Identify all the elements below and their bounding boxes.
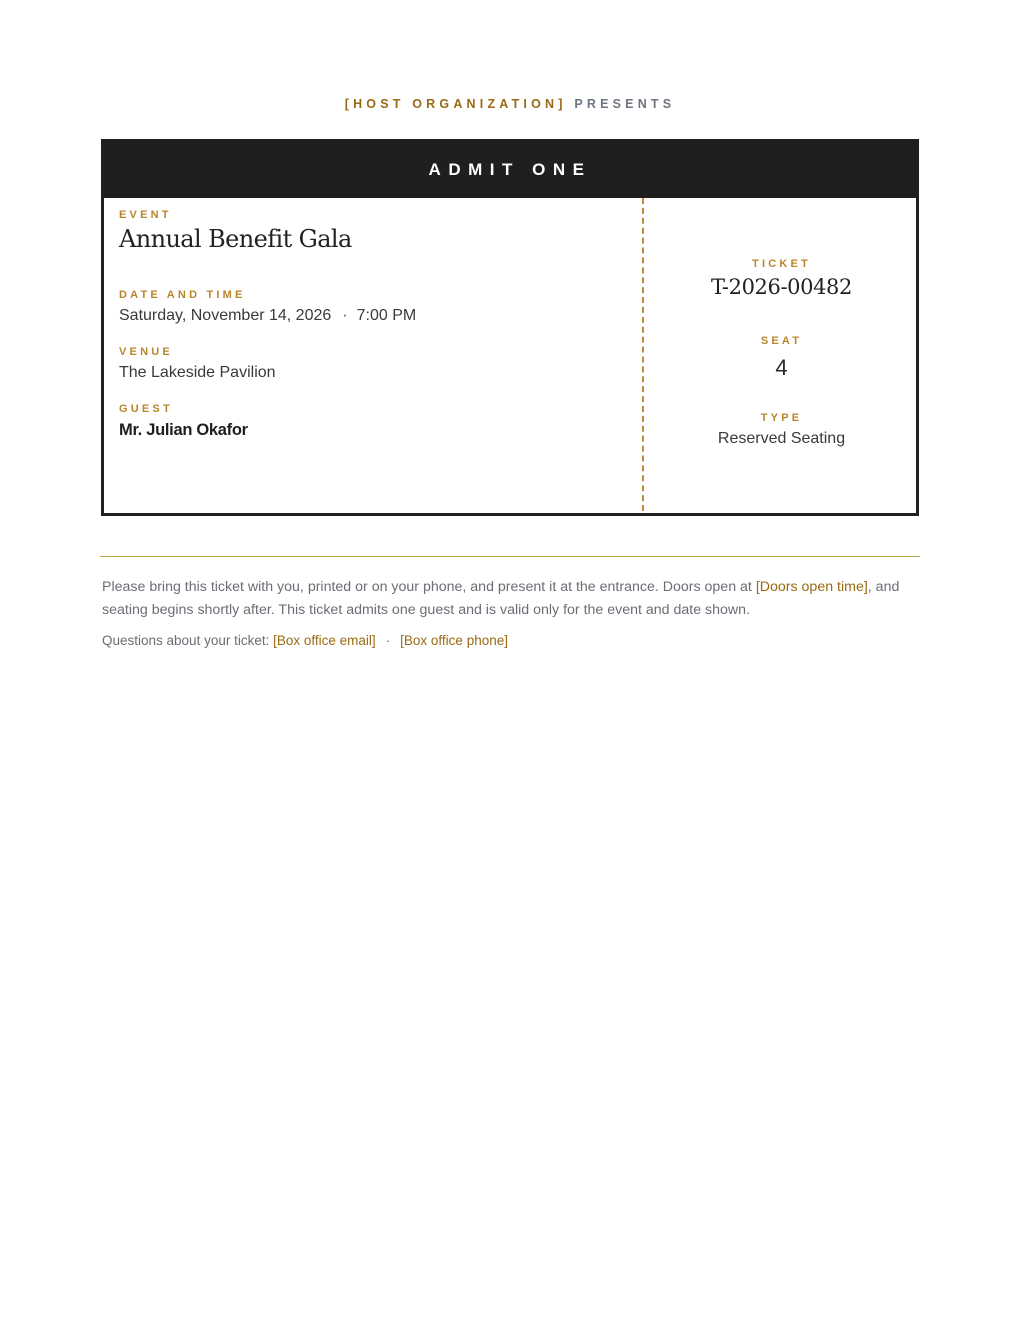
ticket-number: T-2026-00482 bbox=[711, 275, 852, 299]
instructions-text-before: Please bring this ticket with you, printed or on your phone, and present it at the entrance. Doors open at bbox=[102, 579, 756, 595]
admit-one-banner: ADMIT ONE bbox=[104, 142, 916, 198]
box-office-email-placeholder: [Box office email] bbox=[273, 633, 376, 648]
host-organization-placeholder: [HOST ORGANIZATION] bbox=[344, 97, 567, 111]
contact-label: Questions about your ticket: bbox=[102, 633, 274, 648]
event-label: EVENT bbox=[119, 209, 172, 221]
ticket-body bbox=[104, 198, 916, 513]
ticket-type-label: TYPE bbox=[760, 412, 803, 424]
doors-open-placeholder: [Doors open time] bbox=[755, 579, 868, 595]
seat-label: SEAT bbox=[760, 335, 803, 347]
event-name: Annual Benefit Gala bbox=[119, 225, 352, 253]
ticket-number-label: TICKET bbox=[752, 258, 811, 270]
venue-name: The Lakeside Pavilion bbox=[119, 364, 276, 381]
datetime-separator: · bbox=[342, 307, 348, 324]
event-time: 7:00 PM bbox=[356, 307, 417, 324]
guest-label: GUEST bbox=[119, 403, 173, 415]
guest-name: Mr. Julian Okafor bbox=[119, 421, 248, 439]
instructions-text-after: , and seating begins shortly after. This ticket admits one guest and is valid only for the event and date shown. bbox=[102, 579, 900, 618]
section-divider bbox=[100, 556, 920, 557]
box-office-phone-placeholder: [Box office phone] bbox=[400, 633, 508, 648]
datetime-label: DATE AND TIME bbox=[119, 289, 246, 301]
venue-label: VENUE bbox=[119, 346, 173, 358]
seat-number: 4 bbox=[775, 355, 788, 380]
presents-label: PRESENTS bbox=[574, 97, 676, 111]
contact-line bbox=[102, 631, 920, 651]
event-date: Saturday, November 14, 2026 bbox=[119, 307, 332, 324]
contact-separator: · bbox=[385, 633, 391, 648]
ticket-type: Reserved Seating bbox=[717, 430, 846, 447]
event-datetime bbox=[119, 307, 416, 325]
presenter-line bbox=[0, 97, 1020, 111]
ticket-instructions bbox=[102, 576, 920, 622]
ticket-card bbox=[101, 139, 919, 516]
